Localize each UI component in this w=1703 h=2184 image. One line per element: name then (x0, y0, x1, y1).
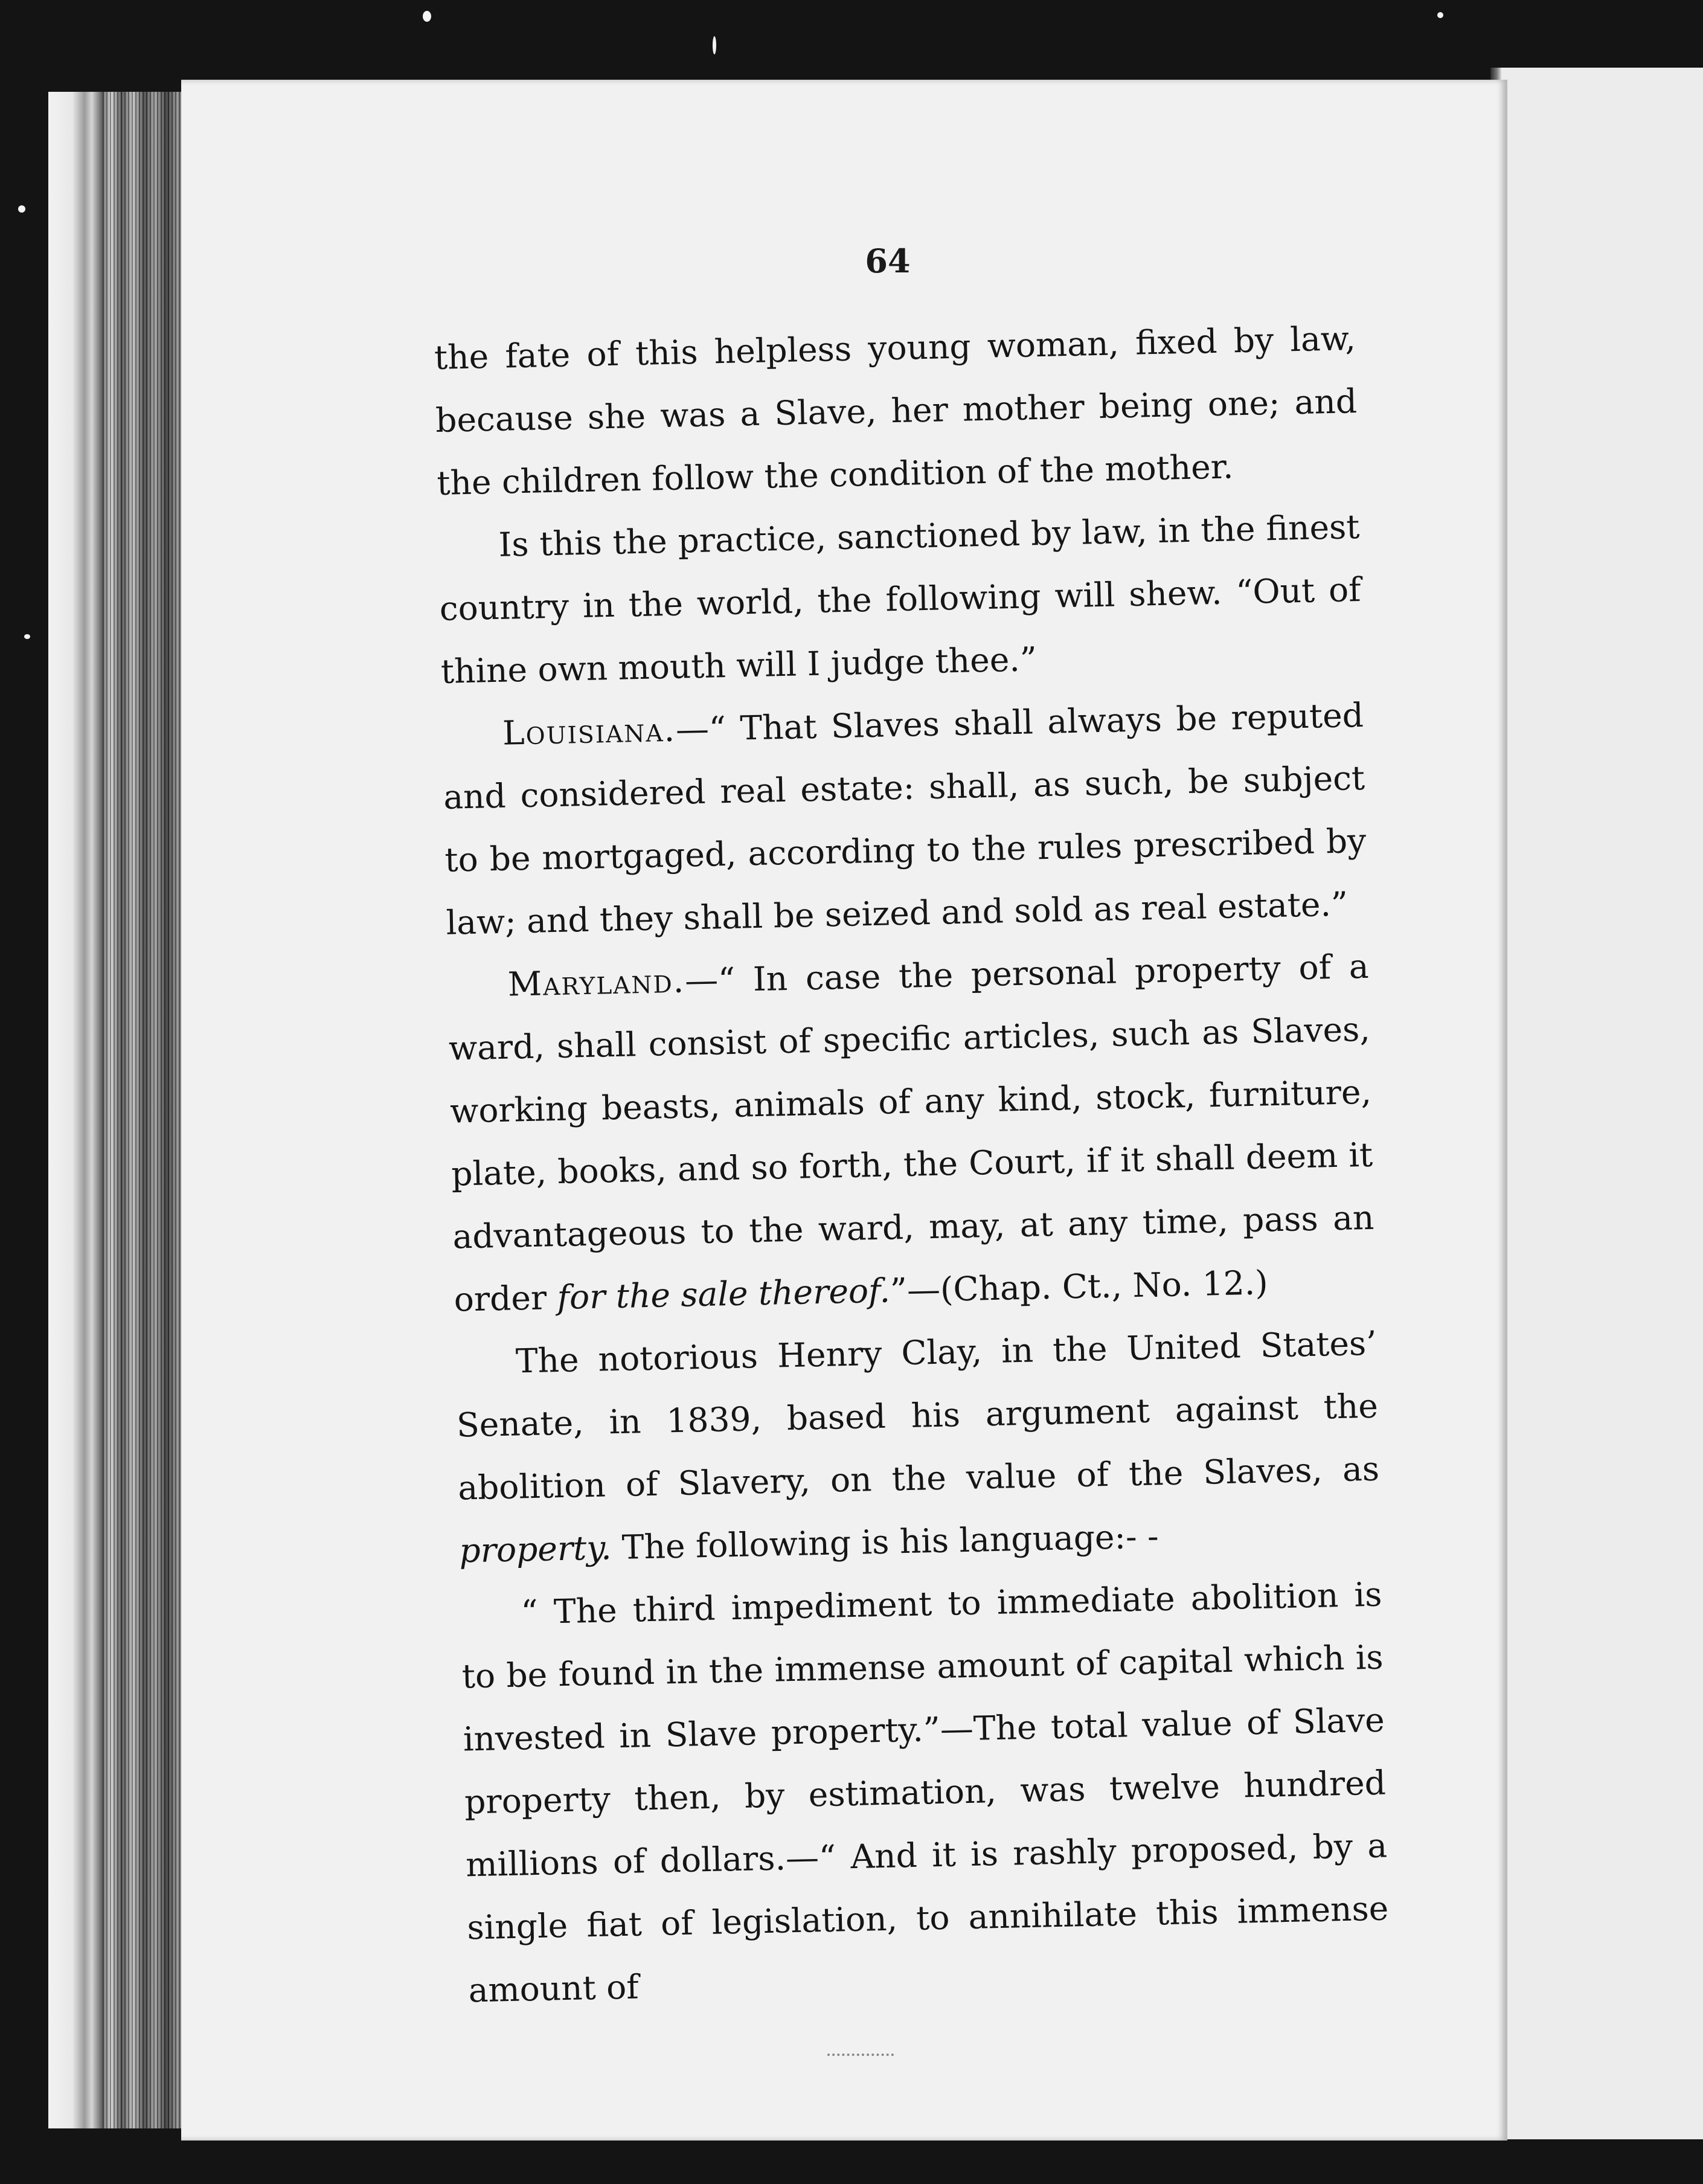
page-number: 64 (865, 242, 911, 280)
paragraph-text: The notorious Henry Clay, in the United States’ Senate, in 1839, based his argument against the abolition of Slavery, on the value of the Slaves, as (456, 1323, 1380, 1508)
scan-speck (18, 205, 25, 213)
emphasis-text: property. (458, 1528, 612, 1570)
paragraph-practice (438, 495, 1363, 703)
scan-speck (1437, 12, 1443, 18)
paragraph-louisiana (441, 684, 1368, 954)
state-label-maryland: Maryland. (507, 961, 685, 1004)
paragraph-tail-text: The following is his language:- - (621, 1517, 1159, 1567)
paragraph-quotation (460, 1563, 1391, 2022)
scan-speck (24, 634, 30, 639)
state-label-louisiana: Louisiana. (502, 710, 676, 753)
paragraph-maryland (447, 935, 1376, 1331)
page-text (434, 307, 1390, 2022)
facing-page (1490, 68, 1703, 2139)
paragraph-text: —“ In case the personal property of a ward, shall consist of specific articles, such as Slaves, working beasts, animals of any kind, stock, furniture, plate, books, and so forth, the Court, if it shall deem it advantageous to the ward, may, at any time, pass an order (448, 946, 1374, 1319)
citation-text: ”—(Chap. Ct., No. 12.) (890, 1263, 1269, 1310)
paragraph-text: “ The third impediment to immediate abolition is to be found in the immense amount of capital which is invested in Slave property.”—The total value of Slave property then, by estimation, was twelve hundred millions of dollars.—“ And it is rashly proposed, by a single fiat of legislation, to annihilate this immense amount of (461, 1575, 1389, 2010)
footer-catchword-mark (827, 2054, 894, 2060)
scan-speck (423, 11, 431, 22)
paragraph-text: —“ That Slaves shall always be reputed and considered real estate: shall, as such, be subject to be mortgaged, according to the rules prescribed by law; and they shall be seized and sold as real estate.” (443, 695, 1367, 942)
emphasis-text: for the sale thereof. (556, 1271, 891, 1317)
paragraph-text: the fate of this helpless young woman, fixed by law, because she was a Slave, her mother being one; and the children follow the condition of the mother. (434, 319, 1358, 503)
scan-speck (713, 36, 716, 54)
paragraph-henry-clay (455, 1312, 1381, 1582)
paragraph-continuation (434, 307, 1359, 515)
paragraph-text: Is this the practice, sanctioned by law, in the finest country in the world, the following will shew. “Out of thine own mouth will I judge thee.” (439, 507, 1362, 691)
